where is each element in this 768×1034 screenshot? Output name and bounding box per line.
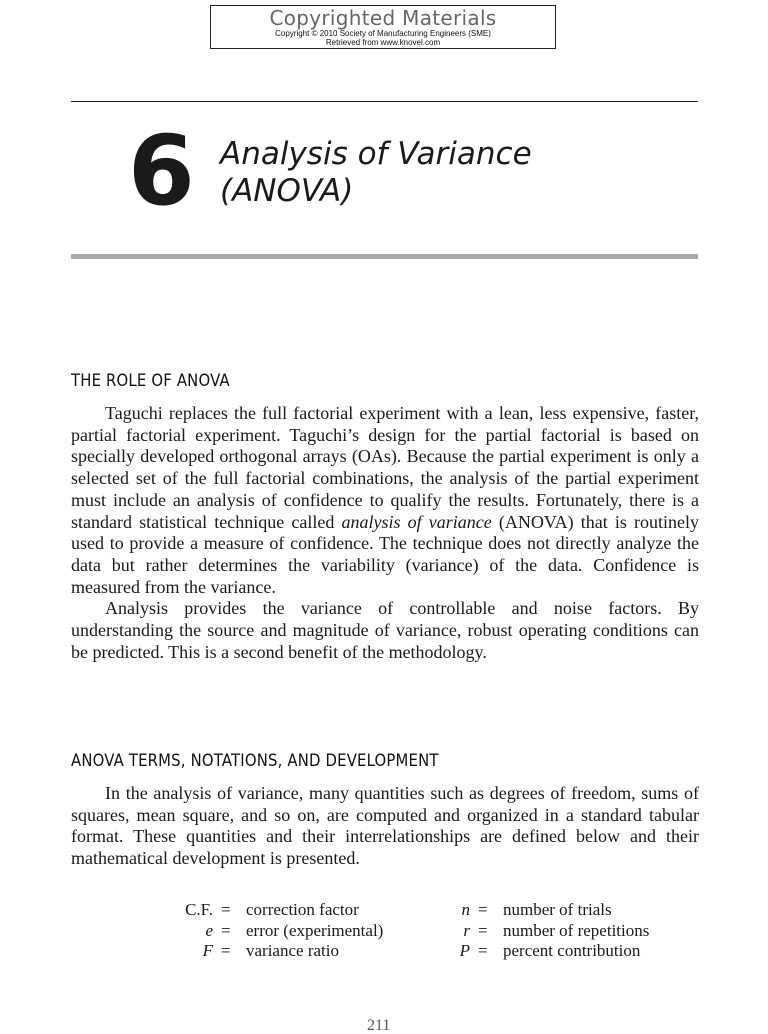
- italic-term: analysis of variance: [341, 511, 492, 532]
- chapter-title-line-1: Analysis of Variance: [220, 136, 532, 172]
- chapter-number: 6: [128, 115, 191, 227]
- chapter-title-line-2: (ANOVA): [220, 173, 354, 209]
- notation-definition: variance ratio: [246, 941, 339, 960]
- notation-symbol: n: [461, 900, 470, 919]
- notation-symbol: F: [202, 941, 213, 960]
- paragraph: Analysis provides the variance of controllable and noise factors. By understanding the source and magnitude of variance, robust operating conditions can be predicted. This is a second benefit of the methodology.: [71, 598, 699, 662]
- stamp-copyright-line: Copyright © 2010 Society of Manufacturing Engineers (SME): [275, 29, 491, 38]
- notation-row: [71, 921, 699, 942]
- bottom-rule: [71, 254, 698, 259]
- section-body-role-of-anova: [71, 403, 699, 663]
- equals-sign: =: [221, 920, 231, 940]
- stamp-title: Copyrighted Materials: [269, 6, 497, 30]
- equals-sign: =: [478, 920, 488, 940]
- notation-symbol: P: [459, 941, 470, 960]
- equals-sign: =: [221, 941, 231, 960]
- equals-sign: =: [478, 941, 488, 960]
- notation-list: [71, 900, 699, 962]
- notation-symbol: r: [463, 920, 470, 940]
- top-rule: [71, 101, 698, 102]
- page-number: 211: [367, 1017, 391, 1034]
- section-heading-role-of-anova: THE ROLE OF ANOVA: [71, 371, 230, 390]
- stamp-retrieved-line: Retrieved from www.knovel.com: [325, 38, 441, 47]
- notation-row: [71, 941, 699, 962]
- paragraph: Taguchi replaces the full factorial experiment with a lean, less expensive, faster, partial factorial experiment. Taguchi’s design for the partial factorial is based on specially developed orthogonal arrays (OAs). Because the partial experiment is only a selected set of the full factorial combinations, the analysis of the partial experiment must include an analysis of confidence to qualify the results. Fortunately, there is a standard statistical technique called analysis of variance (ANOVA) that is routinely used to provide a measure of confidence. The technique does not directly analyze the data but rather determines the variability (variance) of the data. Confidence is measured from the variance.: [71, 403, 699, 597]
- copyright-stamp: [210, 5, 556, 49]
- notation-symbol: C.F.: [185, 900, 213, 919]
- chapter-title: [220, 136, 532, 210]
- notation-row: [71, 900, 699, 921]
- notation-definition: correction factor: [246, 900, 359, 919]
- notation-definition: number of repetitions: [503, 920, 650, 940]
- section-heading-anova-terms: ANOVA TERMS, NOTATIONS, AND DEVELOPMENT: [71, 751, 439, 770]
- paragraph: In the analysis of variance, many quantities such as degrees of freedom, sums of squares, mean square, and so on, are computed and organized in a standard tabular format. These quantities and their interrelationships are defined below and their mathematical development is presented.: [71, 783, 699, 869]
- notation-symbol: e: [205, 920, 213, 940]
- notation-definition: error (experimental): [246, 920, 384, 940]
- section-body-anova-terms: [71, 783, 699, 870]
- notation-definition: percent contribution: [503, 941, 641, 960]
- equals-sign: =: [478, 900, 488, 919]
- notation-definition: number of trials: [503, 900, 612, 919]
- equals-sign: =: [221, 900, 231, 919]
